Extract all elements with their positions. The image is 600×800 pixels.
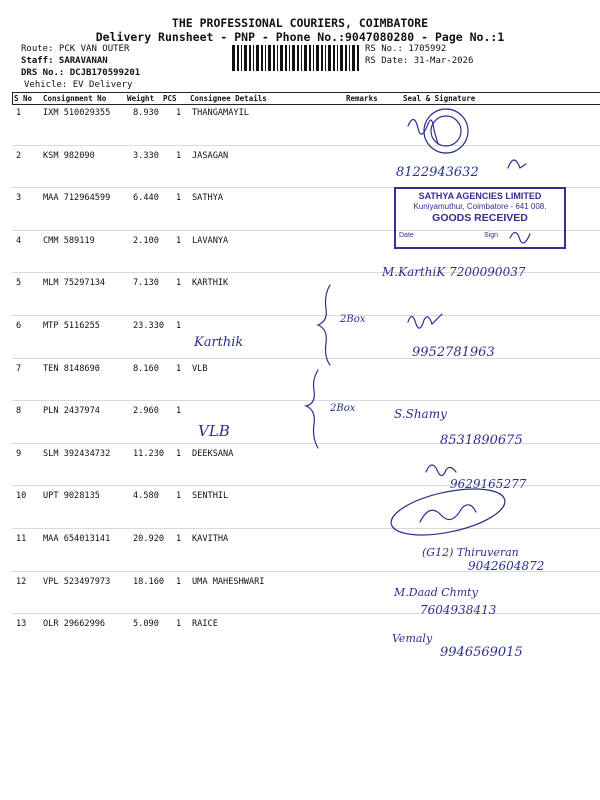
cell-sno: 3: [16, 193, 22, 204]
document-title: THE PROFESSIONAL COURIERS, COIMBATORE: [171, 16, 429, 30]
cell-weight: 3.330: [133, 150, 159, 161]
cell-pcs: 1: [176, 321, 182, 331]
drs-number: DRS No.: DCJB170599201: [21, 68, 141, 78]
cell-consignment: OLR 29662996: [43, 619, 106, 630]
cell-weight: 7.130: [133, 278, 159, 289]
cell-pcs: 1: [176, 235, 182, 246]
cell-sno: 1: [16, 108, 22, 118]
cell-consignee: SATHYA: [192, 193, 224, 204]
hw-remarks-rows-5-6: 2Box: [340, 314, 366, 325]
hw-row13-phone: 9946569015: [440, 645, 523, 660]
cell-sno: 2: [16, 150, 22, 161]
vehicle-info: Vehicle: EV Delivery: [24, 80, 133, 90]
cell-weight: 2.960: [133, 406, 159, 417]
cell-consignment: KSM 982090: [43, 150, 95, 161]
cell-weight: 2.100: [133, 235, 159, 246]
round-seal-inner-icon: [431, 116, 461, 146]
cell-consignee: RAICE: [192, 619, 218, 630]
hw-row2-phone: 8122943632: [396, 165, 479, 180]
cell-pcs: 1: [176, 108, 182, 118]
rs-number: RS No.: 1705992: [365, 44, 447, 54]
brace-rows-7-8-icon: [306, 370, 318, 448]
cell-consignee: UMA MAHESHWARI: [192, 576, 265, 587]
col-seal-signature: Seal & Signature: [403, 94, 476, 103]
stamp-status: GOODS RECEIVED: [432, 212, 528, 224]
signature-row3-icon: [510, 232, 530, 242]
cell-consignment: MAA 712964599: [43, 193, 111, 204]
stamp-address: Kuniyamuthur, Coimbatore - 641 008.: [413, 202, 547, 211]
hw-row12-phone: 7604938413: [420, 603, 497, 617]
hw-row9-phone: 9629165277: [450, 477, 527, 491]
cell-weight: 18.160: [133, 576, 165, 587]
hw-row5-note: M.KarthiK 7200090037: [382, 265, 526, 279]
hw-row8-sig: S.Shamy: [394, 407, 447, 421]
hw-row6-phone: 9952781963: [412, 345, 495, 360]
cell-pcs: 1: [176, 576, 182, 587]
cell-sno: 7: [16, 363, 22, 374]
hw-row11-phone: 9042604872: [468, 559, 545, 573]
signature-row10-scribble-icon: [420, 505, 476, 522]
cell-pcs: 1: [176, 150, 182, 161]
cell-consignee: DEEKSANA: [192, 448, 234, 459]
col-sno: S No: [14, 94, 33, 103]
cell-sno: 13: [16, 619, 27, 630]
cell-consignee: VLB: [192, 363, 208, 374]
brace-rows-5-6-icon: [318, 285, 330, 365]
signature-row2-icon: [508, 160, 526, 168]
cell-pcs: 1: [176, 491, 182, 502]
rs-date: RS Date: 31-Mar-2026: [365, 56, 474, 66]
cell-pcs: 1: [176, 363, 182, 374]
cell-weight: 4.580: [133, 491, 159, 502]
cell-pcs: 1: [176, 193, 182, 204]
cell-sno: 5: [16, 278, 22, 289]
hw-remarks-rows-7-8: 2Box: [330, 403, 356, 414]
cell-pcs: 1: [176, 448, 182, 459]
stamp-company-name: SATHYA AGENCIES LIMITED: [418, 191, 542, 201]
cell-pcs: 1: [176, 278, 182, 289]
cell-consignee: THANGAMAYIL: [192, 108, 249, 118]
cell-weight: 8.160: [133, 363, 159, 374]
cell-consignee: LAVANYA: [192, 235, 229, 246]
cell-weight: 20.920: [133, 534, 165, 544]
col-consignee: Consignee Details: [190, 94, 267, 103]
cell-consignment: UPT 9028135: [43, 491, 100, 502]
cell-consignment: MTP 5116255: [43, 321, 100, 331]
col-weight: Weight: [127, 94, 155, 103]
hw-row8-phone: 8531890675: [440, 433, 523, 448]
stamp-date-label: Date: [399, 232, 414, 239]
cell-weight: 6.440: [133, 193, 159, 204]
cell-consignment: VPL 523497973: [43, 576, 111, 587]
cell-consignment: TEN 8148690: [43, 363, 100, 374]
cell-consignee: SENTHIL: [192, 491, 229, 502]
cell-sno: 4: [16, 235, 22, 246]
hw-row13-name: Vemaly: [392, 632, 433, 645]
cell-pcs: 1: [176, 534, 182, 544]
cell-sno: 11: [16, 534, 27, 544]
cell-sno: 12: [16, 576, 27, 587]
hw-row8-name: VLB: [198, 422, 230, 440]
col-pcs: PCS: [163, 94, 177, 103]
cell-consignment: PLN 2437974: [43, 406, 100, 417]
cell-weight: 11.230: [133, 448, 165, 459]
col-consignment: Consignment No: [43, 94, 107, 103]
document-subtitle: Delivery Runsheet - PNP - Phone No.:9047080280 - Page No.:1: [95, 30, 505, 44]
hw-row11-note: (G12) Thiruveran: [422, 546, 519, 559]
cell-pcs: 1: [176, 619, 182, 630]
cell-pcs: 1: [176, 406, 182, 417]
cell-consignment: SLM 392434732: [43, 448, 111, 459]
cell-sno: 10: [16, 491, 27, 502]
cell-consignment: MAA 654013141: [43, 534, 111, 544]
signature-row6-icon: [408, 314, 442, 328]
cell-sno: 8: [16, 406, 22, 417]
hw-row12-name: M.Daad Chmty: [394, 586, 478, 599]
cell-weight: 5.090: [133, 619, 159, 630]
hw-row6-name: Karthik: [194, 335, 244, 350]
cell-weight: 23.330: [133, 321, 165, 331]
staff-info: Staff: SARAVANAN: [21, 56, 108, 66]
cell-consignee: JASAGAN: [192, 150, 229, 161]
cell-weight: 8.930: [133, 108, 159, 118]
cell-consignee: KAVITHA: [192, 534, 229, 544]
signature-row9-icon: [426, 465, 456, 476]
col-remarks: Remarks: [346, 94, 378, 103]
cell-consignment: CMM 589119: [43, 235, 95, 246]
cell-sno: 6: [16, 321, 22, 331]
route-info: Route: PCK VAN OUTER: [21, 44, 130, 54]
stamp-sign-label: Sign: [484, 232, 499, 239]
cell-consignment: IXM 510029355: [43, 108, 111, 118]
cell-consignment: MLM 75297134: [43, 278, 106, 289]
cell-sno: 9: [16, 448, 22, 459]
cell-consignee: KARTHIK: [192, 278, 229, 289]
